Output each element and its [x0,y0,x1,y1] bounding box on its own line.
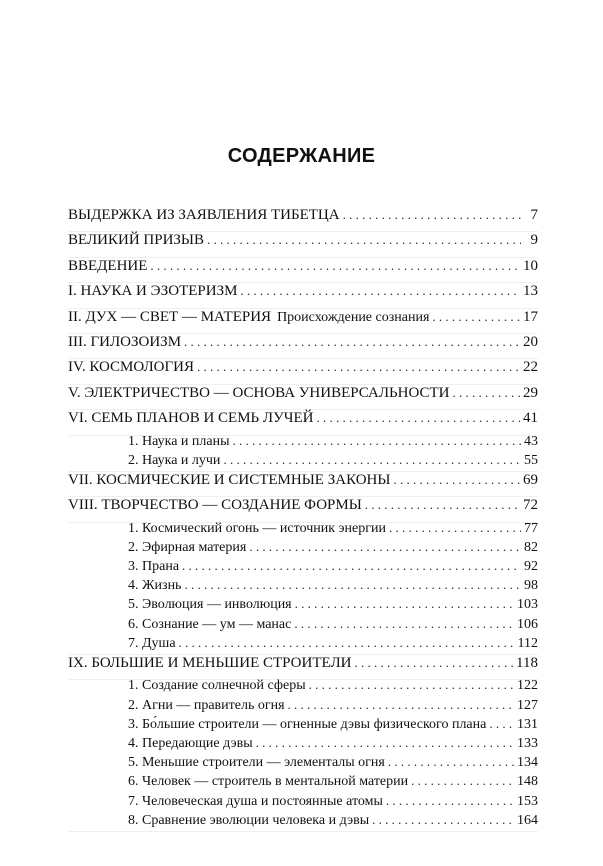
toc-page-number: 122 [517,678,538,694]
dot-leader [288,697,514,713]
toc-chapter[interactable] [68,334,538,359]
toc-entry-title [128,774,408,790]
dot-leader [411,773,514,789]
dot-leader [249,539,521,555]
toc-entry-title [128,540,246,556]
dot-leader [316,410,520,426]
toc-entry-title [128,736,253,752]
toc-entry-title [68,655,351,672]
dot-leader [182,558,521,574]
dot-leader [452,385,520,401]
dot-leader [343,207,521,223]
toc-chapter[interactable] [68,472,538,497]
toc-entry-label: ВВЕДЕНИЕ [68,257,148,274]
toc-subsection[interactable] [68,433,538,452]
dot-leader [386,793,514,809]
toc-page-number: 77 [524,520,538,536]
toc-subsection[interactable] [68,616,538,635]
toc-page-number: 131 [517,716,538,732]
toc-entry-title [128,717,486,733]
toc-entry-label: VII. КОСМИЧЕСКИЕ И СИСТЕМНЫЕ ЗАКОНЫ [68,471,391,488]
dot-leader [184,334,520,350]
toc-subsection[interactable] [68,716,538,735]
toc-entry-title [128,636,176,652]
toc-entry-title [128,617,291,633]
toc-page-number: 112 [517,635,538,651]
toc-page-number: 43 [524,433,538,449]
toc-entry-title [128,521,386,537]
toc-page-number: 10 [523,257,538,274]
dot-leader [294,616,514,632]
dot-leader [489,716,514,732]
toc-page-number: 9 [530,232,538,249]
toc-entry-title [128,559,179,575]
toc-page-number: 127 [517,697,538,713]
toc-entry-title [128,755,385,771]
toc-entry-label: 5. Меньшие строители — элементалы огня [128,755,385,771]
toc-entry-label: 4. Жизнь [128,578,182,594]
toc-entry-title [128,597,292,613]
toc-entry-label: VI. СЕМЬ ПЛАНОВ И СЕМЬ ЛУЧЕЙ [68,410,314,427]
toc-chapter[interactable] [68,258,538,283]
toc-page-number: 103 [517,597,538,613]
toc-page-number: 13 [523,283,538,300]
toc-subsection[interactable] [68,539,538,558]
toc-subsection[interactable] [68,697,538,716]
toc-entry-title [68,497,362,514]
toc-subsection[interactable] [68,577,538,596]
toc-entry-title [68,258,147,275]
toc-page-number: 29 [523,384,538,401]
toc-page-number: 41 [523,410,538,427]
toc-entry-label: 2. Агни — правитель огня [128,697,285,713]
dot-leader [207,232,521,248]
dot-leader [223,452,521,468]
toc-page-number: 55 [524,452,538,468]
toc-subsection[interactable] [68,773,538,792]
toc-page-number: 133 [517,735,538,751]
toc-page-number: 134 [517,755,538,771]
table-of-contents [68,207,538,832]
toc-subsection[interactable] [68,558,538,577]
toc-subsection[interactable] [68,812,538,832]
toc-chapter[interactable] [68,283,538,308]
dot-leader [354,655,513,671]
toc-entry-label: 1. Космический огонь — источник энергии [128,520,386,536]
toc-entry-label: ВЕЛИКИЙ ПРИЗЫВ [68,232,205,249]
toc-entry-label: 3. Прана [128,559,180,575]
toc-entry-label: IX. БОЛЬШИЕ И МЕНЬШИЕ СТРОИТЕЛИ [68,654,352,671]
dot-leader [256,735,514,751]
toc-entry-label: 2. Наука и лучи [128,452,221,468]
dot-leader [233,433,522,449]
dot-leader [197,359,520,375]
toc-subsection[interactable] [68,735,538,754]
toc-entry-subtitle: Происхождение сознания [277,309,430,325]
toc-entry-label: 5. Эволюция — инволюция [128,597,292,613]
toc-entry-title [68,334,181,351]
toc-subsection[interactable] [68,793,538,812]
toc-entry-title [68,472,390,489]
dot-leader [365,497,520,513]
toc-subsection[interactable] [68,677,538,696]
toc-page-number: 148 [517,774,538,790]
toc-page-number: 22 [523,359,538,376]
toc-entry-title [128,813,369,829]
toc-page-number: 7 [530,207,538,223]
toc-entry-title [68,207,340,224]
toc-page-number: 106 [517,616,538,632]
toc-subsection[interactable] [68,596,538,615]
dot-leader [432,309,520,325]
toc-entry-label: 1. Наука и планы [128,433,230,449]
toc-entry-title [128,434,230,450]
toc-entry-label: 4. Передающие дэвы [128,735,253,751]
toc-entry-label: III. ГИЛОЗОИЗМ [68,333,182,350]
page-title: СОДЕРЖАНИЕ [227,145,376,167]
toc-chapter[interactable] [68,309,538,334]
dot-leader [372,812,514,828]
toc-chapter[interactable] [68,359,538,384]
toc-entry-label: ВЫДЕРЖКА ИЗ ЗАЯВЛЕНИЯ ТИБЕТЦА [68,207,340,223]
toc-entry-title [68,385,449,402]
toc-page-number: 164 [517,812,538,828]
dot-leader [179,635,515,651]
toc-page-number: 153 [517,793,538,809]
toc-entry-title [128,678,306,694]
dot-leader [295,596,514,612]
toc-entry-label: VIII. ТВОРЧЕСТВО — СОЗДАНИЕ ФОРМЫ [68,497,362,514]
dot-leader [240,283,520,299]
toc-entry-label: 7. Человеческая душа и постоянные атомы [128,793,383,809]
dot-leader [150,258,520,274]
toc-subsection[interactable] [68,520,538,539]
toc-entry-label: 6. Сознание — ум — манас [128,616,292,632]
toc-entry-title [128,578,181,594]
toc-entry-label: 1. Создание солнечной сферы [128,678,306,694]
toc-entry-label: IV. КОСМОЛОГИЯ [68,359,194,376]
dot-leader [309,677,514,693]
toc-subsection[interactable] [68,635,538,655]
toc-page-number: 98 [524,578,538,594]
toc-subsection[interactable] [68,754,538,773]
dot-leader [388,754,514,770]
toc-page-number: 118 [516,654,538,671]
toc-chapter[interactable] [68,232,538,257]
toc-entry-label: I. НАУКА И ЭЗОТЕРИЗМ [68,283,238,300]
toc-entry-label: 7. Душа [128,635,176,651]
toc-page-number: 20 [523,333,538,350]
toc-entry-title [68,359,194,376]
dot-leader [184,577,521,593]
toc-page-number: 17 [523,308,538,325]
toc-entry-label: II. ДУХ — СВЕТ — МАТЕРИЯ [68,308,272,325]
toc-entry-label: 6. Человек — строитель в ментальной материи [128,774,409,790]
toc-page-number: 69 [523,471,538,488]
toc-entry-label: 2. Эфирная материя [128,539,247,555]
toc-page-number: 72 [523,497,538,514]
dot-leader [393,472,520,488]
toc-entry-title [128,453,220,469]
toc-entry-title [68,232,204,249]
toc-entry-title [128,794,383,810]
toc-page-number: 92 [524,559,538,575]
toc-entry-title [128,698,285,714]
dot-leader [389,520,521,536]
toc-chapter[interactable] [68,385,538,410]
toc-entry-label: 3. Бо́льшие строители — огненные дэвы физического плана [128,716,487,732]
toc-chapter[interactable] [68,207,538,232]
toc-entry-title [68,283,237,300]
toc-page-number: 82 [524,539,538,555]
toc-subsection[interactable] [68,452,538,472]
toc-entry-title [68,309,429,326]
toc-entry-title [68,410,313,427]
toc-entry-label: 8. Сравнение эволюции человека и дэвы [128,812,370,828]
toc-entry-label: V. ЭЛЕКТРИЧЕСТВО — ОСНОВА УНИВЕРСАЛЬНОСТИ [68,384,450,401]
